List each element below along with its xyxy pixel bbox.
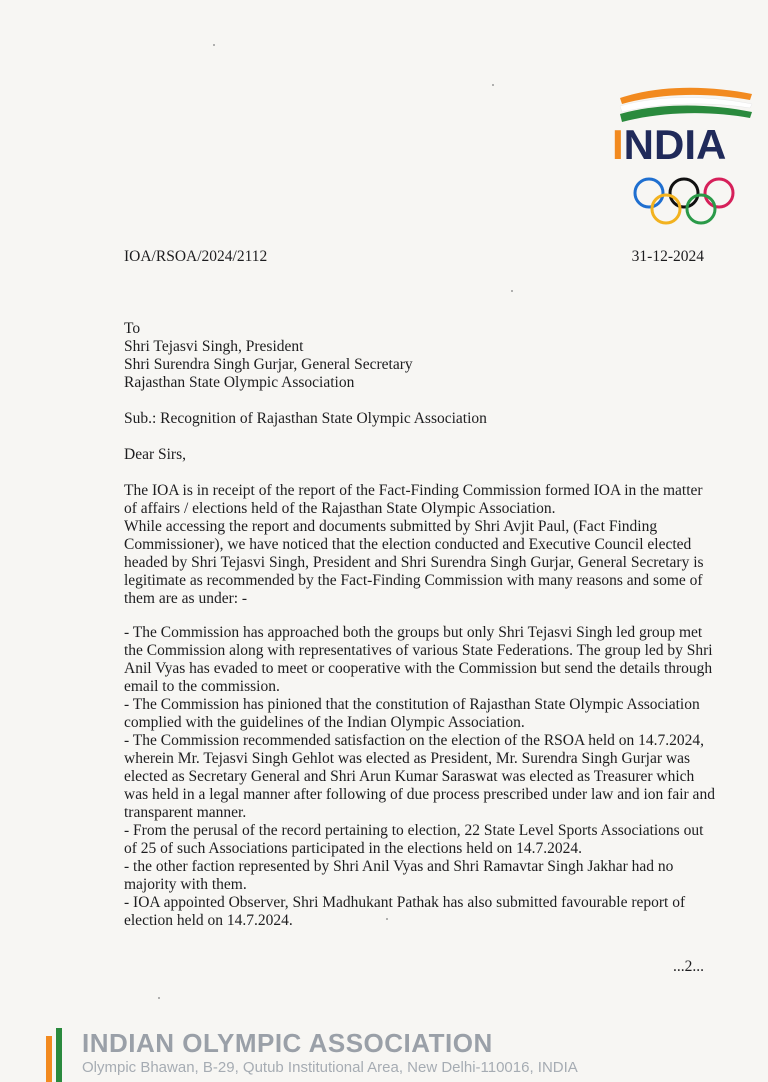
- body-line: - IOA appointed Observer, Shri Madhukant Pathak has also submitted favourable report of: [124, 894, 686, 911]
- intro-paragraph: [124, 482, 708, 608]
- scan-speck: [213, 44, 215, 46]
- letter-date: 31-12-2024: [631, 248, 704, 265]
- page-continuation-marker: ...2...: [673, 958, 704, 975]
- body-line: - From the perusal of the record pertaining to election, 22 State Level Sports Associations out: [124, 822, 704, 839]
- body-line: elected as Secretary General and Shri Arun Kumar Saraswat was elected as Treasurer which: [124, 768, 695, 785]
- logo-wordmark: INDIA: [612, 121, 727, 168]
- body-line: email to the commission.: [124, 678, 280, 695]
- olympic-rings-icon: [630, 176, 742, 228]
- recipient-block: [124, 320, 708, 392]
- body-line: transparent manner.: [124, 804, 247, 821]
- india-olympic-logo: [612, 84, 762, 244]
- recipient-line: Rajasthan State Olympic Association: [124, 374, 355, 391]
- findings-list: [124, 624, 715, 930]
- flag-swoosh-icon: [612, 84, 762, 124]
- body-line: was held in a legal manner after following of due process prescribed under law and ion fair and: [124, 786, 715, 803]
- body-line: the Commission along with representatives of various State Federations. The group led by Shri: [124, 642, 713, 659]
- body-line: election held on 14.7.2024.: [124, 912, 293, 929]
- footer-color-bars: [46, 1028, 68, 1082]
- salutation: Dear Sirs,: [124, 446, 186, 463]
- body-line: - The Commission has pinioned that the constitution of Rajasthan State Olympic Association: [124, 696, 700, 713]
- body-line: While accessing the report and documents submitted by Shri Avjit Paul, (Fact Finding: [124, 518, 658, 535]
- body-line: majority with them.: [124, 876, 247, 893]
- scan-speck: [511, 290, 513, 292]
- body-line: - The Commission recommended satisfaction on the election of the RSOA held on 14.7.2024,: [124, 732, 705, 749]
- scan-speck: [386, 918, 388, 920]
- scan-speck: [158, 997, 160, 999]
- recipient-line: Shri Tejasvi Singh, President: [124, 338, 304, 355]
- body-line: of affairs / elections held of the Rajasthan State Olympic Association.: [124, 500, 556, 517]
- to-label: To: [124, 320, 141, 337]
- body-line: of 25 of such Associations participated in the elections held on 14.7.2024.: [124, 840, 583, 857]
- body-line: - The Commission has approached both the groups but only Shri Tejasvi Singh led group met: [124, 624, 703, 641]
- footer-organization-name: INDIAN OLYMPIC ASSOCIATION: [82, 1028, 493, 1058]
- body-line: - the other faction represented by Shri Anil Vyas and Shri Ramavtar Singh Jakhar had no: [124, 858, 674, 875]
- body-line: legitimate as recommended by the Fact-Finding Commission with many reasons and some of: [124, 572, 703, 589]
- subject-line: Sub.: Recognition of Rajasthan State Olympic Association: [124, 410, 487, 427]
- recipient-line: Shri Surendra Singh Gurjar, General Secretary: [124, 356, 413, 373]
- body-line: complied with the guidelines of the Indian Olympic Association.: [124, 714, 525, 731]
- scan-speck: [492, 84, 494, 86]
- body-line: The IOA is in receipt of the report of the Fact-Finding Commission formed IOA in the matter: [124, 482, 703, 499]
- body-line: Commissioner), we have noticed that the election conducted and Executive Council elected: [124, 536, 692, 553]
- body-line: them are as under: -: [124, 590, 248, 607]
- body-line: Anil Vyas has evaded to meet or cooperative with the Commission but send the details through: [124, 660, 713, 677]
- reference-number: IOA/RSOA/2024/2112: [124, 248, 268, 265]
- footer-address: Olympic Bhawan, B-29, Qutub Institutional Area, New Delhi-110016, INDIA: [82, 1059, 578, 1076]
- body-line: wherein Mr. Tejasvi Singh Gehlot was elected as President, Mr. Surendra Singh Gurjar was: [124, 750, 690, 767]
- body-line: headed by Shri Tejasvi Singh, President and Shri Surendra Singh Gurjar, General Secretary is: [124, 554, 704, 571]
